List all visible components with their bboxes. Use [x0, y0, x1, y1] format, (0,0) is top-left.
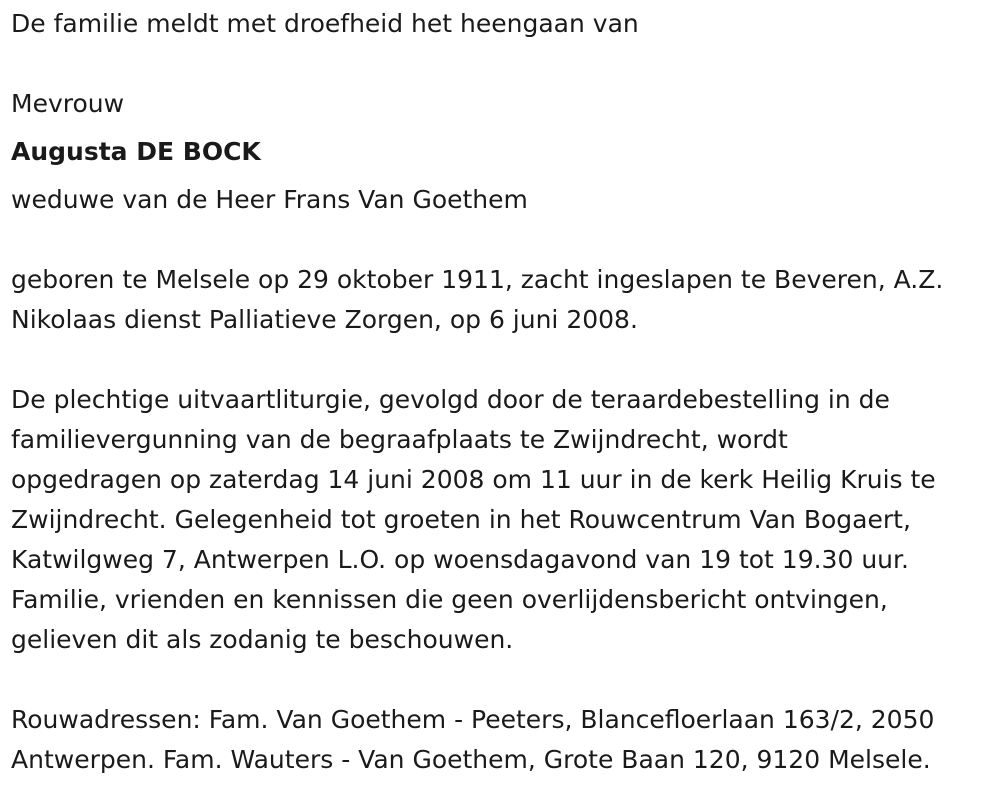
- deceased-name: Augusta DE BOCK: [11, 137, 261, 166]
- spacer: [11, 660, 1000, 700]
- intro-text: De familie meldt met droefheid het heengaan van: [11, 9, 639, 38]
- salutation: Mevrouw: [11, 89, 125, 118]
- addresses-paragraph: Rouwadressen: Fam. Van Goethem - Peeters, Blancefloerlaan 163/2, 2050 Antwerpen. Fam. Wauters - Van Goethem, Grote Baan 120, 9120 Melsele.: [11, 705, 935, 774]
- funeral-paragraph: De plechtige uitvaartliturgie, gevolgd door de teraardebestelling in de familievergunning van de begraafplaats te Zwijndrecht, wordt opgedragen op zaterdag 14 juni 2008 om 11 uur in de kerk Heilig Kruis te Zwijndrecht. Gelegenheid tot groeten in het Rouwcentrum Van Bogaert, Katwilgweg 7, Antwerpen L.O. op woensdagavond van 19 tot 19.30 uur. Familie, vrienden en kennissen die geen overlijdensbericht ontvingen, gelieven dit als zodanig te beschouwen.: [11, 385, 936, 654]
- relation-text: weduwe van de Heer Frans Van Goethem: [11, 185, 528, 214]
- spacer: [11, 220, 1000, 260]
- spacer: [11, 340, 1000, 380]
- birth-death-paragraph: geboren te Melsele op 29 oktober 1911, zacht ingeslapen te Beveren, A.Z. Nikolaas dienst Palliatieve Zorgen, op 6 juni 2008.: [11, 265, 944, 334]
- spacer: [11, 44, 1000, 84]
